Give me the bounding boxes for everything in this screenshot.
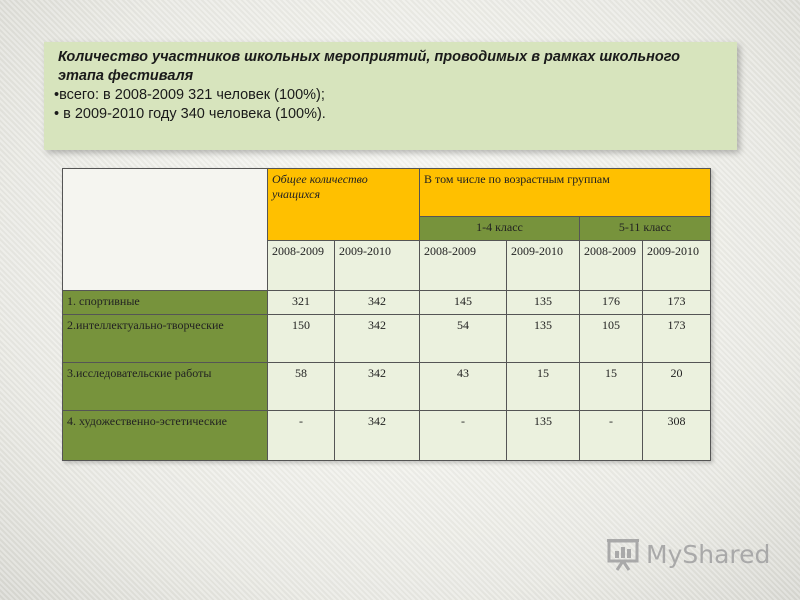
table-cell: 105 xyxy=(580,315,643,363)
year-header: 2009-2010 xyxy=(335,241,420,291)
table-cell: 15 xyxy=(507,363,580,411)
table-corner-cell xyxy=(63,169,268,291)
table-cell: 15 xyxy=(580,363,643,411)
year-header: 2008-2009 xyxy=(268,241,335,291)
table-row xyxy=(63,315,711,363)
table-cell: 54 xyxy=(420,315,507,363)
year-header: 2009-2010 xyxy=(643,241,711,291)
row-label: 3.исследовательские работы xyxy=(63,363,268,411)
table-cell: 20 xyxy=(643,363,711,411)
table-row xyxy=(63,411,711,461)
watermark-text: MyShared xyxy=(646,539,771,569)
year-header: 2008-2009 xyxy=(420,241,507,291)
year-header: 2008-2009 xyxy=(580,241,643,291)
table-cell: - xyxy=(580,411,643,461)
row-label: 1. спортивные xyxy=(63,291,268,315)
row-label: 4. художественно-эстетические xyxy=(63,411,268,461)
group-header-1-4: 1-4 класс xyxy=(420,217,580,241)
table-cell: 173 xyxy=(643,291,711,315)
year-header: 2009-2010 xyxy=(507,241,580,291)
row-label: 2.интеллектуально-творческие xyxy=(63,315,268,363)
participants-table xyxy=(62,168,711,461)
slide-title: Количество участников школьных мероприятий, проводимых в рамках школьного этапа фестиваля xyxy=(58,49,680,84)
table-cell: 43 xyxy=(420,363,507,411)
table-cell: 308 xyxy=(643,411,711,461)
col-header-groups: В том числе по возрастным группам xyxy=(420,169,711,217)
table-cell: 135 xyxy=(507,315,580,363)
table-cell: 342 xyxy=(335,291,420,315)
table-cell: 145 xyxy=(420,291,507,315)
table-cell: 176 xyxy=(580,291,643,315)
table-row xyxy=(63,291,711,315)
table-cell: 173 xyxy=(643,315,711,363)
header-box xyxy=(44,42,737,150)
table-cell: 135 xyxy=(507,411,580,461)
table-cell: 342 xyxy=(335,315,420,363)
table-cell: - xyxy=(268,411,335,461)
table-cell: 321 xyxy=(268,291,335,315)
table-cell: 135 xyxy=(507,291,580,315)
total-line-2009: • в 2009-2010 году 340 человека (100%). xyxy=(54,106,326,122)
col-header-total: Общее количество учащихся xyxy=(268,169,420,241)
table-cell: 150 xyxy=(268,315,335,363)
total-line-2008: •всего: в 2008-2009 321 человек (100%); xyxy=(54,87,325,103)
table-cell: 342 xyxy=(335,363,420,411)
group-header-5-11: 5-11 класс xyxy=(580,217,711,241)
table-row xyxy=(63,363,711,411)
table-cell: - xyxy=(420,411,507,461)
watermark xyxy=(606,537,770,571)
presentation-icon xyxy=(606,537,642,571)
table-cell: 342 xyxy=(335,411,420,461)
table-cell: 58 xyxy=(268,363,335,411)
